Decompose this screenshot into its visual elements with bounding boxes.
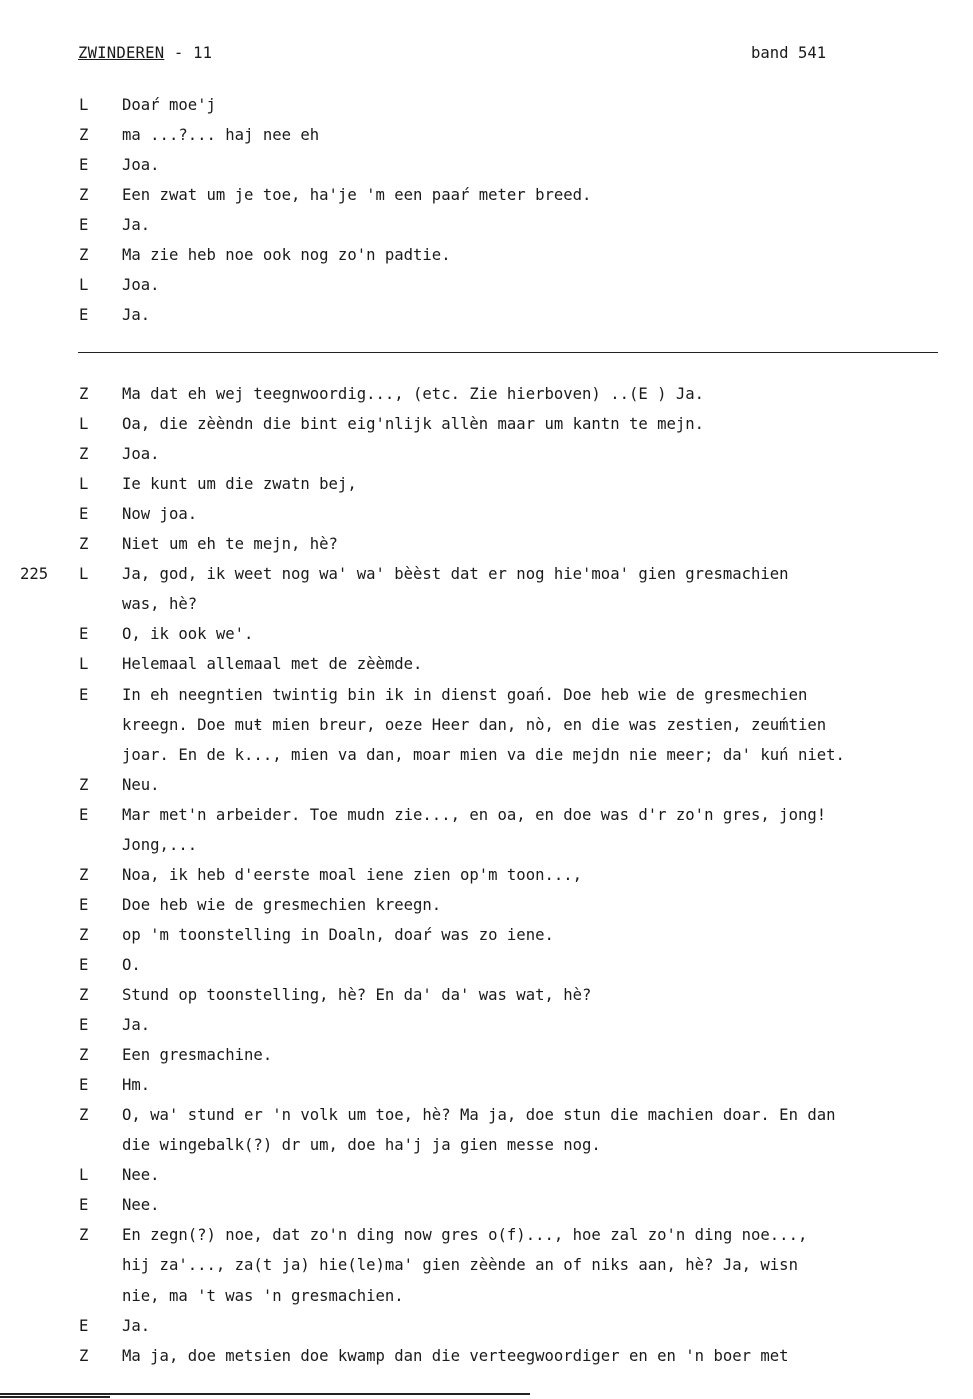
- utterance-text: Nee.: [122, 1166, 160, 1185]
- speaker-label: E: [79, 1076, 89, 1095]
- speaker-label: Z: [79, 986, 89, 1004]
- speaker-label: L: [79, 276, 89, 295]
- speaker-label: Z: [79, 1046, 89, 1065]
- speaker-label: L: [79, 415, 89, 434]
- speaker-label: L: [79, 475, 89, 494]
- utterance-text: Ja.: [122, 306, 151, 325]
- speaker-label: E: [79, 216, 89, 235]
- document-title: ZWINDEREN: [78, 44, 165, 62]
- utterance-text: In eh neegntien twintig bin ik in dienst goań. Doe heb wie de gresmechien: [122, 685, 808, 704]
- utterance-text: Ja.: [122, 1316, 151, 1335]
- speaker-label: E: [79, 156, 89, 175]
- utterance-continuation: joar. En de k..., mien va dan, moar mien va die mejdn nie meer; da' kuń niet.: [122, 745, 845, 764]
- page-number: - 11: [173, 44, 213, 62]
- speaker-label: Z: [79, 126, 89, 145]
- speaker-label: Z: [79, 1346, 89, 1365]
- speaker-label: E: [79, 895, 89, 914]
- speaker-label: Z: [79, 925, 89, 944]
- utterance-text: Joa.: [122, 156, 160, 175]
- speaker-label: E: [79, 1196, 89, 1215]
- section-divider: [78, 352, 938, 353]
- speaker-label: E: [79, 505, 89, 524]
- speaker-label: E: [79, 625, 89, 644]
- utterance-continuation: nie, ma 't was 'n gresmachien.: [122, 1286, 404, 1305]
- footer-rule-short: [0, 1396, 110, 1398]
- utterance-text: op 'm toonstelling in Doaln, doaŕ was zo iene.: [122, 925, 554, 944]
- speaker-label: L: [79, 1166, 89, 1185]
- utterance-continuation: Jong,...: [122, 835, 198, 854]
- speaker-label: Z: [79, 445, 89, 464]
- speaker-label: Z: [79, 865, 89, 884]
- band-label: band 541: [751, 44, 827, 62]
- speaker-label: Z: [79, 385, 89, 403]
- utterance-text: Mar met'n arbeider. Toe mudn zie..., en oa, en doe was d'r zo'n gres, jong!: [122, 805, 827, 824]
- utterance-text: Ie kunt um die zwatn bej,: [122, 475, 357, 494]
- utterance-continuation: die wingebalk(?) dr um, doe ha'j ja gien messe nog.: [122, 1136, 601, 1155]
- footer-rule: [0, 1393, 530, 1395]
- speaker-label: Z: [79, 775, 89, 794]
- utterance-text: Joa.: [122, 276, 160, 295]
- utterance-continuation: hij za'..., za(t ja) hie(le)ma' gien zèènde an of niks aan, hè? Ja, wisn: [122, 1256, 798, 1275]
- utterance-text: En zegn(?) noe, dat zo'n ding now gres o(f)..., hoe zal zo'n ding noe...,: [122, 1226, 808, 1245]
- speaker-label: E: [79, 805, 89, 824]
- speaker-label: Z: [79, 535, 89, 554]
- speaker-label: Z: [79, 186, 89, 205]
- utterance-text: Joa.: [122, 445, 160, 464]
- utterance-text: Helemaal allemaal met de zèèmde.: [122, 655, 423, 674]
- speaker-label: L: [79, 565, 89, 584]
- utterance-text: O, wa' stund er 'n volk um toe, hè? Ma ja, doe stun die machien doar. En dan: [122, 1106, 836, 1125]
- utterance-continuation: was, hè?: [122, 595, 198, 614]
- utterance-text: Stund op toonstelling, hè? En da' da' was wat, hè?: [122, 986, 592, 1004]
- utterance-text: Ma dat eh wej teegnwoordig..., (etc. Zie hierboven) ..(E ) Ja.: [122, 385, 705, 403]
- speaker-label: Z: [79, 1106, 89, 1125]
- speaker-label: E: [79, 1016, 89, 1035]
- speaker-label: Z: [79, 246, 89, 265]
- utterance-text: ma ...?... haj nee eh: [122, 126, 320, 145]
- utterance-text: Now joa.: [122, 505, 198, 524]
- speaker-label: L: [79, 96, 89, 114]
- utterance-text: O.: [122, 955, 141, 974]
- speaker-label: L: [79, 655, 89, 674]
- margin-counter: 225: [20, 565, 49, 584]
- utterance-text: Ja.: [122, 216, 151, 235]
- utterance-text: Doaŕ moe'j: [122, 96, 216, 114]
- speaker-label: E: [79, 685, 89, 704]
- utterance-text: Ja, god, ik weet nog wa' wa' bèèst dat er nog hie'moa' gien gresmachien: [122, 565, 789, 584]
- speaker-label: E: [79, 1316, 89, 1335]
- utterance-text: Ma ja, doe metsien doe kwamp dan die verteegwoordiger en en 'n boer met: [122, 1346, 789, 1365]
- speaker-label: E: [79, 306, 89, 325]
- page-header-left: [78, 44, 212, 62]
- utterance-text: Een gresmachine.: [122, 1046, 273, 1065]
- speaker-label: Z: [79, 1226, 89, 1245]
- utterance-text: Noa, ik heb d'eerste moal iene zien op'm toon...,: [122, 865, 583, 884]
- utterance-text: Neu.: [122, 775, 160, 794]
- utterance-text: Oa, die zèèndn die bint eig'nlijk allèn maar um kantn te mejn.: [122, 415, 705, 434]
- utterance-text: Niet um eh te mejn, hè?: [122, 535, 338, 554]
- utterance-text: O, ik ook we'.: [122, 625, 254, 644]
- speaker-label: E: [79, 955, 89, 974]
- utterance-text: Een zwat um je toe, ha'je 'm een paaŕ meter breed.: [122, 186, 592, 205]
- utterance-text: Ma zie heb noe ook nog zo'n padtie.: [122, 246, 451, 265]
- utterance-text: Hm.: [122, 1076, 151, 1095]
- utterance-continuation: kreegn. Doe muŧ mien breur, oeze Heer dan, nò, en die was zestien, zeuḿtien: [122, 715, 827, 734]
- utterance-text: Nee.: [122, 1196, 160, 1215]
- utterance-text: Ja.: [122, 1016, 151, 1035]
- utterance-text: Doe heb wie de gresmechien kreegn.: [122, 895, 442, 914]
